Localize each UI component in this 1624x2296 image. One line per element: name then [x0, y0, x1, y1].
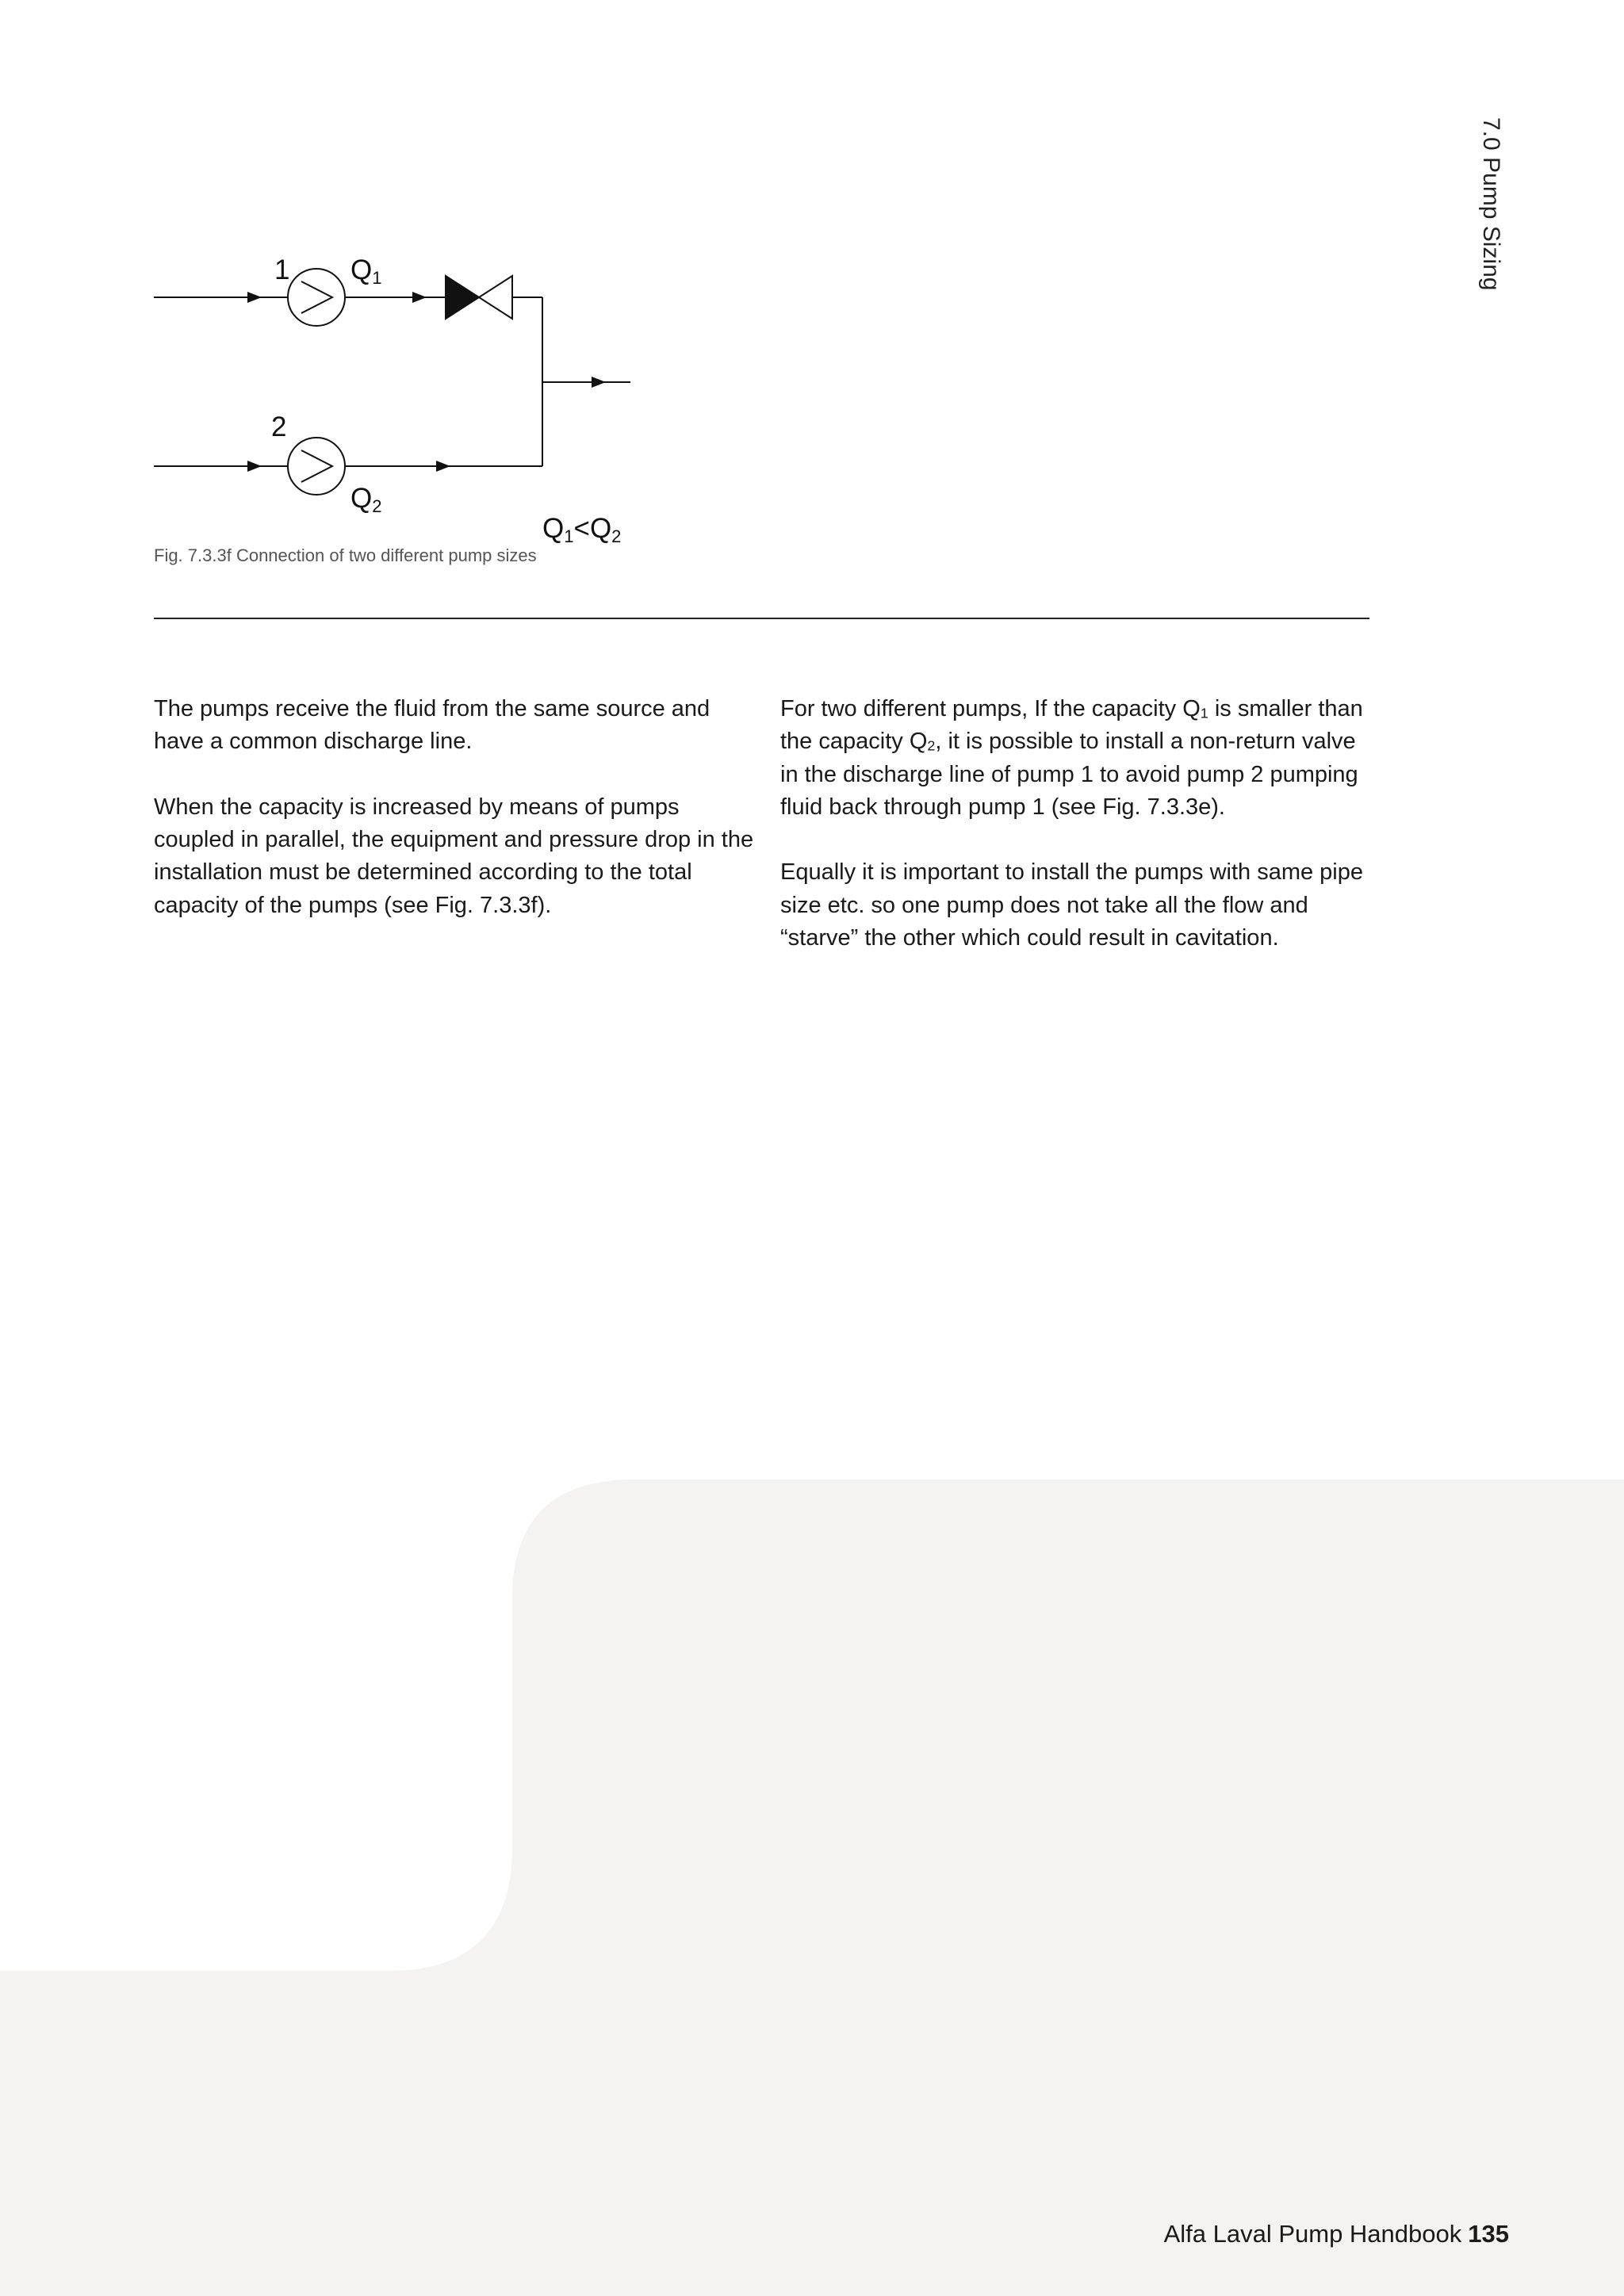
pump2-number: 2 — [271, 411, 287, 442]
page-number: 135 — [1468, 2220, 1509, 2248]
nonreturn-valve-icon — [446, 276, 479, 319]
pump2-symbol — [288, 438, 345, 495]
divider — [154, 618, 1369, 619]
section-title: 7.0 Pump Sizing — [1478, 117, 1504, 291]
q1-label: Q1 — [350, 254, 382, 288]
right-column — [780, 693, 1367, 988]
pump1-symbol — [288, 269, 345, 326]
background-panel — [0, 1479, 1624, 2296]
figure-caption: Fig. 7.3.3f Connection of two different pump sizes — [154, 545, 537, 565]
q-relation-label: Q1<Q2 — [542, 513, 622, 546]
book-title: Alfa Laval Pump Handbook — [1163, 2220, 1462, 2248]
left-paragraph-2: When the capacity is increased by means of pumps coupled in parallel, the equipment and pressure drop in the installation must be determined according to the total capacity of the pumps (see Fig. 7.3.3f). — [154, 794, 754, 918]
pump-connection-diagram — [151, 238, 642, 547]
right-paragraph-1: For two different pumps, If the capacity $Q_1$ is smaller than the capacity $Q_2$, it is possible to install a non-return valve in the discharge line of pump 1 to avoid pump 2 pumping fluid back through pump 1 (see Fig. 7.3.3e). — [780, 696, 1363, 820]
left-column — [154, 693, 756, 955]
pump1-number: 1 — [274, 254, 290, 285]
q2-label: Q2 — [350, 483, 382, 516]
left-paragraph-1: The pumps receive the fluid from the same source and have a common discharge line. — [154, 696, 710, 755]
page-footer — [1164, 2220, 1509, 2248]
right-paragraph-2: Equally it is important to install the pumps with same pipe size etc. so one pump does not take all the flow and “starve” the other which could result in cavitation. — [780, 859, 1364, 951]
